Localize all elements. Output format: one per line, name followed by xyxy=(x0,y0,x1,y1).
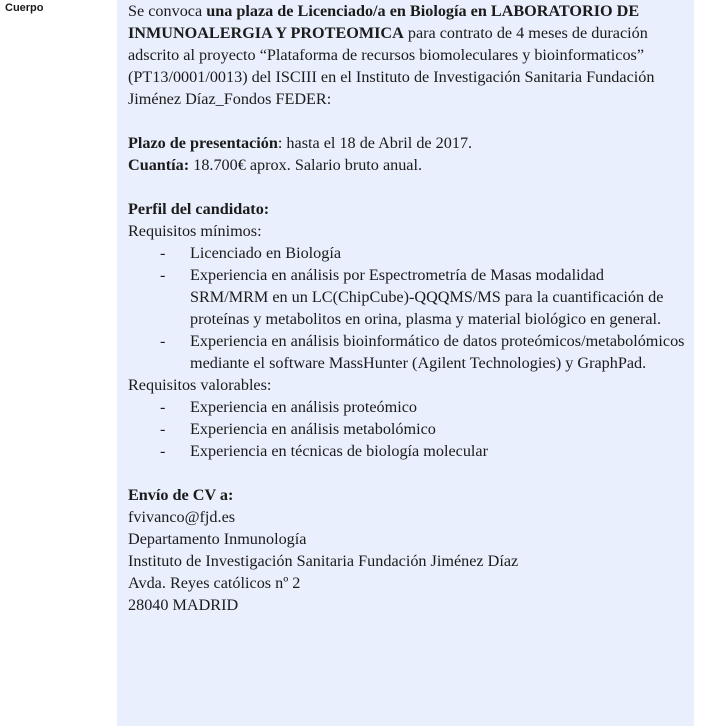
envio-heading-text: Envío de CV a: xyxy=(128,486,234,504)
dash-bullet-icon: - xyxy=(160,244,166,262)
list-item-text: Experiencia en técnicas de biología molecular xyxy=(190,442,488,460)
plazo-line xyxy=(128,132,685,154)
intro-bold-position: una plaza de Licenciado/a en Biología en LABORATORIO DE INMUNOALERGIA Y PROTEOMICA xyxy=(128,2,640,42)
body-content-panel xyxy=(117,0,694,726)
list-item xyxy=(128,396,685,418)
envio-heading xyxy=(128,484,685,506)
contact-institute: Instituto de Investigación Sanitaria Fundación Jiménez Díaz xyxy=(128,552,519,570)
spacer-3 xyxy=(128,462,685,484)
list-item xyxy=(128,264,685,330)
intro-lead: Se convoca xyxy=(128,2,207,20)
contact-city: 28040 MADRID xyxy=(128,596,239,614)
list-item xyxy=(128,330,685,374)
list-item xyxy=(128,242,685,264)
field-label-cuerpo: Cuerpo xyxy=(5,2,44,14)
spacer-2 xyxy=(128,176,685,198)
list-item-text: Experiencia en análisis bioinformático de datos proteómicos/metabolómicos mediante el software MassHunter (Agilent Technologies) y GraphPad. xyxy=(190,332,685,372)
job-posting-document xyxy=(128,0,685,616)
list-item-text: Experiencia en análisis proteómico xyxy=(190,398,417,416)
contact-email: fvivanco@fjd.es xyxy=(128,508,236,526)
plazo-value: : hasta el 18 de Abril de 2017. xyxy=(277,134,473,152)
requisitos-valorables-list xyxy=(128,396,685,462)
list-item-text: Experiencia en análisis por Espectrometría de Masas modalidad SRM/MRM en un LC(ChipCube)-QQQMS/MS para la cuantificación de proteínas y metabolitos en orina, plasma y material biológico en general. xyxy=(190,266,664,328)
list-item xyxy=(128,418,685,440)
dash-bullet-icon: - xyxy=(160,442,166,460)
dash-bullet-icon: - xyxy=(160,266,166,284)
perfil-heading xyxy=(128,198,685,220)
cuantia-value: 18.700€ aprox. Salario bruto anual. xyxy=(189,156,423,174)
contact-street: Avda. Reyes católicos nº 2 xyxy=(128,574,301,592)
contact-department: Departamento Inmunología xyxy=(128,530,307,548)
requisitos-minimos-list xyxy=(128,242,685,374)
list-item-text: Licenciado en Biología xyxy=(190,244,342,262)
cuantia-label: Cuantía: xyxy=(128,156,190,174)
requisitos-valorables-heading: Requisitos valorables: xyxy=(128,376,272,394)
dash-bullet-icon: - xyxy=(160,332,166,350)
cuantia-line xyxy=(128,154,685,176)
requisitos-minimos-heading: Requisitos mínimos: xyxy=(128,222,262,240)
intro-rest: para contrato de 4 meses de duración adscrito al proyecto “Plataforma de recursos biomoleculares y bioinformaticos” (PT13/0001/0013) del ISCIII en el Instituto de Investigación Sanitaria Fundación Jiménez Díaz_Fondos FEDER: xyxy=(128,24,655,108)
list-item xyxy=(128,440,685,462)
dash-bullet-icon: - xyxy=(160,398,166,416)
plazo-label: Plazo de presentación xyxy=(128,134,278,152)
dash-bullet-icon: - xyxy=(160,420,166,438)
intro-paragraph xyxy=(128,0,685,110)
perfil-heading-text: Perfil del candidato: xyxy=(128,200,270,218)
spacer-1 xyxy=(128,110,685,132)
list-item-text: Experiencia en análisis metabolómico xyxy=(190,420,436,438)
